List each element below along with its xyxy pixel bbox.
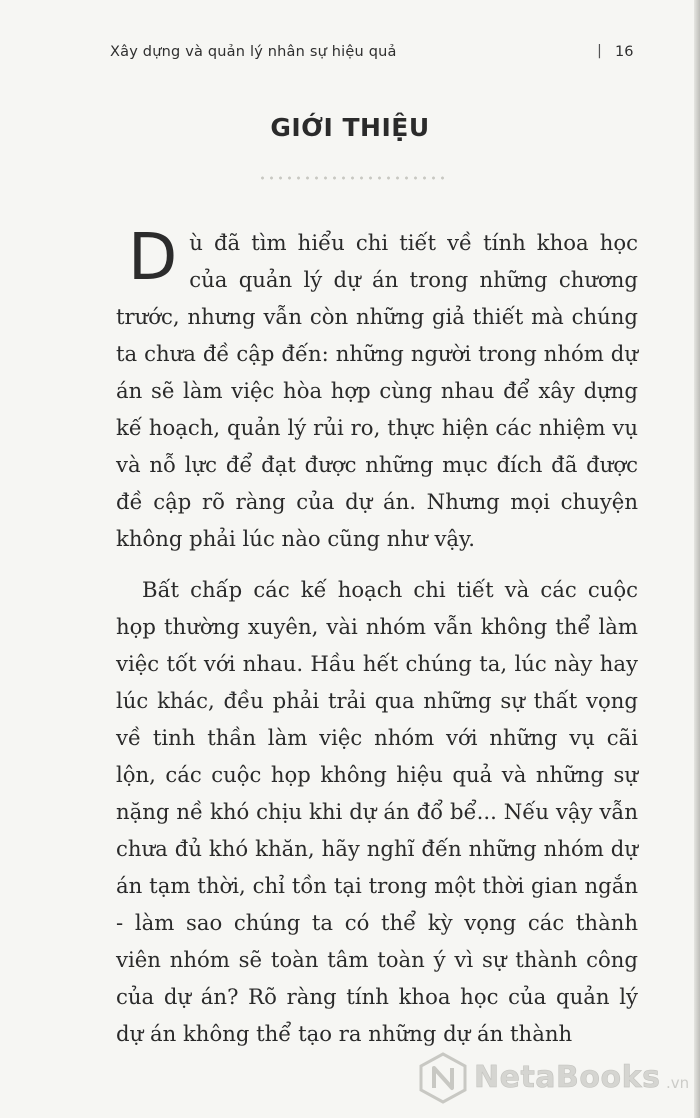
publisher-watermark xyxy=(418,1052,698,1108)
header-separator: | xyxy=(597,43,602,59)
drop-cap: D xyxy=(128,221,178,295)
paragraph-1-text: ù đã tìm hiểu chi tiết về tính khoa học của quản lý dự án trong những chương trước, nhưng vẫn còn những giả thiết mà chúng ta chưa đề cập đến: những người trong nhóm dự án sẽ làm việc hòa hợp cùng nhau để xây dựng kế hoạch, quản lý rủi ro, thực hiện các nhiệm vụ và nỗ lực để đạt được những mục đích đã được đề cập rõ ràng của dự án. Nhưng mọi chuyện không phải lúc nào cũng như vậy. xyxy=(116,230,638,551)
page-number: 16 xyxy=(615,44,634,60)
chapter-title: GIỚI THIỆU xyxy=(270,113,430,142)
page-edge xyxy=(694,0,700,1118)
title-dotted-divider xyxy=(258,176,448,180)
netabooks-logo-icon xyxy=(418,1052,468,1104)
paragraph-2: Bất chấp các kế hoạch chi tiết và các cuộc họp thường xuyên, vài nhóm vẫn không thể làm việc tốt với nhau. Hầu hết chúng ta, lúc này hay lúc khác, đều phải trải qua những sự thất vọng về tinh thần làm việc nhóm với những vụ cãi lộn, các cuộc họp không hiệu quả và những sự nặng nề khó chịu khi dự án đổ bể... Nếu vậy vẫn chưa đủ khó khăn, hãy nghĩ đến những nhóm dự án tạm thời, chỉ tồn tại trong một thời gian ngắn - làm sao chúng ta có thể kỳ vọng các thành viên nhóm sẽ toàn tâm toàn ý vì sự thành công của dự án? Rõ ràng tính khoa học của quản lý dự án không thể tạo ra những dự án thành xyxy=(116,577,638,1046)
paragraph-1 xyxy=(116,221,638,557)
watermark-suffix: .vn xyxy=(666,1074,690,1092)
running-header xyxy=(110,44,640,68)
watermark-brand: NetaBooks xyxy=(474,1060,661,1095)
running-title: Xây dựng và quản lý nhân sự hiệu quả xyxy=(110,44,397,60)
